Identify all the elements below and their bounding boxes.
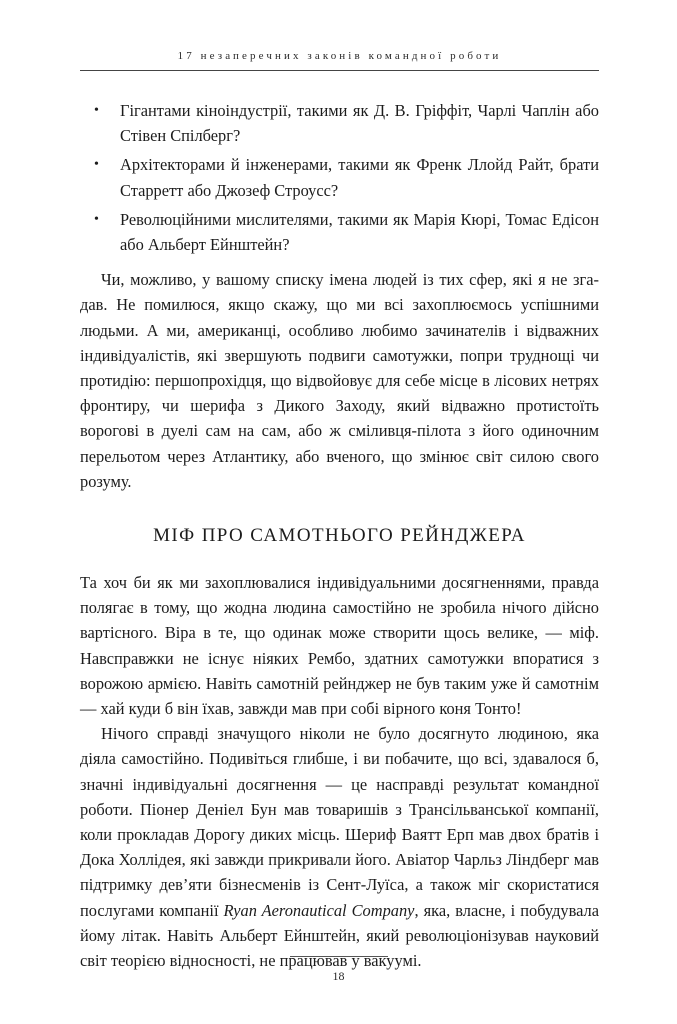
list-item-text: Гігантами кіноіндустрії, такими як Д. В. Гріффіт, Чарлі Чаплін або Стівен Спілберг? [120,101,599,146]
page-body [80,98,599,973]
list-item [80,98,599,148]
body-paragraph: Та хоч би як ми захоплювалися індивідуальними досягненнями, правда полягає в тому, що жодна людина самостійно не зробила нічого дійсно вартісного. Віра в те, що одинак може створити щось велике, — міф. Навсправжки не існує ніяких Рембо, здатних самотужки впоратися з ворожою армією. Навіть самотній рейнджер не був таким уже й самотнім — хай куди б він їхав, завжди мав при собі вірного коня Тонто! [80,573,599,719]
paragraph-text: , яка, власне, і побудувала йому літак. Навіть Альберт Ейнштейн, який революціонізував науковий світ теорією відносності, не працював у вакуумі. [80,900,600,971]
running-header: 17 незаперечних законів командної роботи [177,50,502,62]
list-item [80,152,599,202]
list-item [80,207,599,257]
footer-divider [290,956,388,957]
bullet-icon: • [94,211,99,227]
company-name: Ryan Aeronautical Company [223,900,415,920]
list-item-text: Архітекторами й інженерами, такими як Френк Ллойд Райт, брати Старретт або Джозеф Строусс? [120,155,599,200]
bullet-icon: • [94,103,99,118]
section-heading: МІФ ПРО САМОТНЬОГО РЕЙНДЖЕРА [153,525,526,547]
body-paragraph [80,721,599,973]
bullet-icon: • [94,157,99,173]
list-item-text: Революційними мислителями, такими як Марія Кюрі, Томас Едісон або Альберт Ейнштейн? [120,209,599,255]
header-divider [80,70,599,71]
body-paragraph: Чи, можливо, у вашому списку імена людей із тих сфер, які я не згадав. Не помилюся, якщо скажу, що ми всі захоплюємось успішними людьми. А ми, американці, особливо любимо зачинателів і відважних індивідуалістів, які звершують подвиги самотужки, попри труднощі чи протидію: першопрохідця, що відвойовує для себе місце в лісових нетрях фронтиру, чи шерифа з Дикого Заходу, який відважно протистоїть ворогові в дуелі сам на сам, або ж сміливця-пілота з його одиночним перельотом через Атлантику, або вченого, що змінює світ силою свого розуму. [80,270,599,491]
page-number: 18 [332,969,345,983]
paragraph-text: Нічого справді значущого ніколи не було досягнуто людиною, яка діяла самостійно. Подивіться глибше, і ви побачите, що всі, здавалося б, значні індивідуальні досягнення — це насправді результат командної роботи. Піонер Деніел Бун мав товаришів з Трансільванської компанії, коли прокладав Дорогу диких місць. Шериф Ваятт Ерп мав двох братів і Дока Холлідея, які завжди прикривали його. Авіатор Чарльз Ліндберг мав підтримку дев’яти бізнесменів із Сент-Луїса, а також міг скористатися послугами компанії [80,724,599,920]
bullet-list [80,98,599,257]
